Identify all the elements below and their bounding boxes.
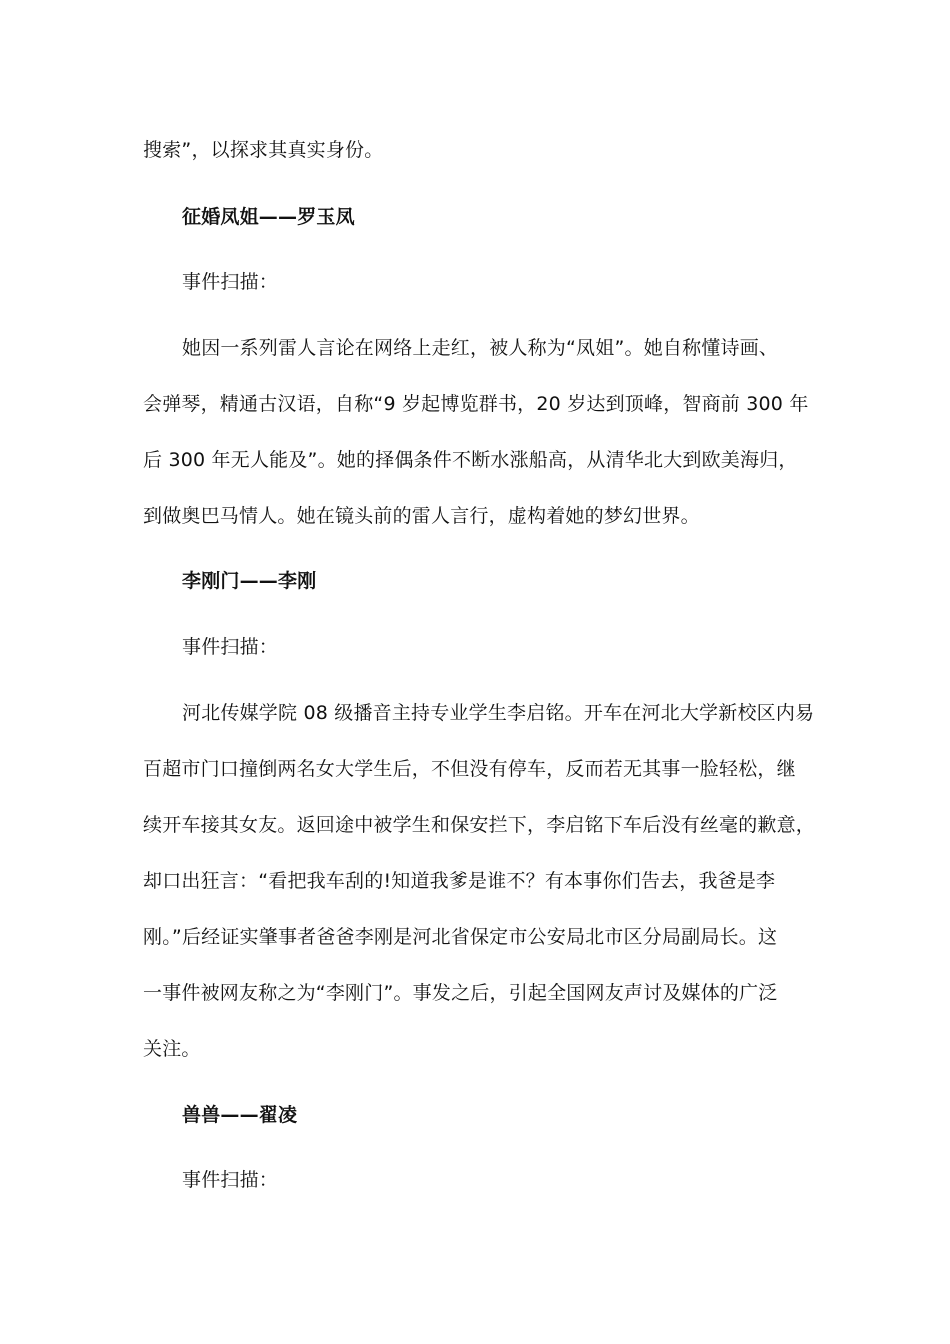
paragraph-line: 后 300 年无人能及”。她的择偶条件不断水涨船高，从清华北大到欧美海归，	[143, 449, 798, 471]
event-scan-label: 事件扫描：	[182, 636, 279, 658]
paragraph-line: 刚。”后经证实肇事者爸爸李刚是河北省保定市公安局北市区分局副局长。这	[143, 926, 778, 948]
paragraph-line: 她因一系列雷人言论在网络上走红，被人称为“凤姐”。她自称懂诗画、	[182, 337, 779, 359]
paragraph-line: 百超市门口撞倒两名女大学生后，不但没有停车，反而若无其事一脸轻松，继	[143, 758, 796, 780]
paragraph-line: 关注。	[143, 1038, 201, 1060]
event-scan-label: 事件扫描：	[182, 1169, 279, 1191]
paragraph-line: 却口出狂言：“看把我车刮的!知道我爹是谁不？有本事你们告去，我爸是李	[143, 870, 776, 892]
paragraph-line: 到做奥巴马情人。她在镜头前的雷人言行，虚构着她的梦幻世界。	[143, 505, 700, 527]
paragraph-line: 河北传媒学院 08 级播音主持专业学生李启铭。开车在河北大学新校区内易	[182, 702, 815, 724]
paragraph-line: 一事件被网友称之为“李刚门”。事发之后，引起全国网友声讨及媒体的广泛	[143, 982, 778, 1004]
paragraph-line: 续开车接其女友。返回途中被学生和保安拦下，李启铭下车后没有丝毫的歉意，	[143, 814, 816, 836]
section-heading-shoushou: 兽兽——翟凌	[182, 1104, 298, 1126]
event-scan-label: 事件扫描：	[182, 271, 279, 293]
section-heading-ligang: 李刚门——李刚	[182, 570, 317, 592]
paragraph-line: 搜索”，以探求其真实身份。	[143, 139, 384, 161]
paragraph-line: 会弹琴，精通古汉语，自称“9 岁起博览群书，20 岁达到顶峰，智商前 300 年	[143, 393, 809, 415]
section-heading-fengjie: 征婚凤姐——罗玉凤	[182, 206, 355, 228]
